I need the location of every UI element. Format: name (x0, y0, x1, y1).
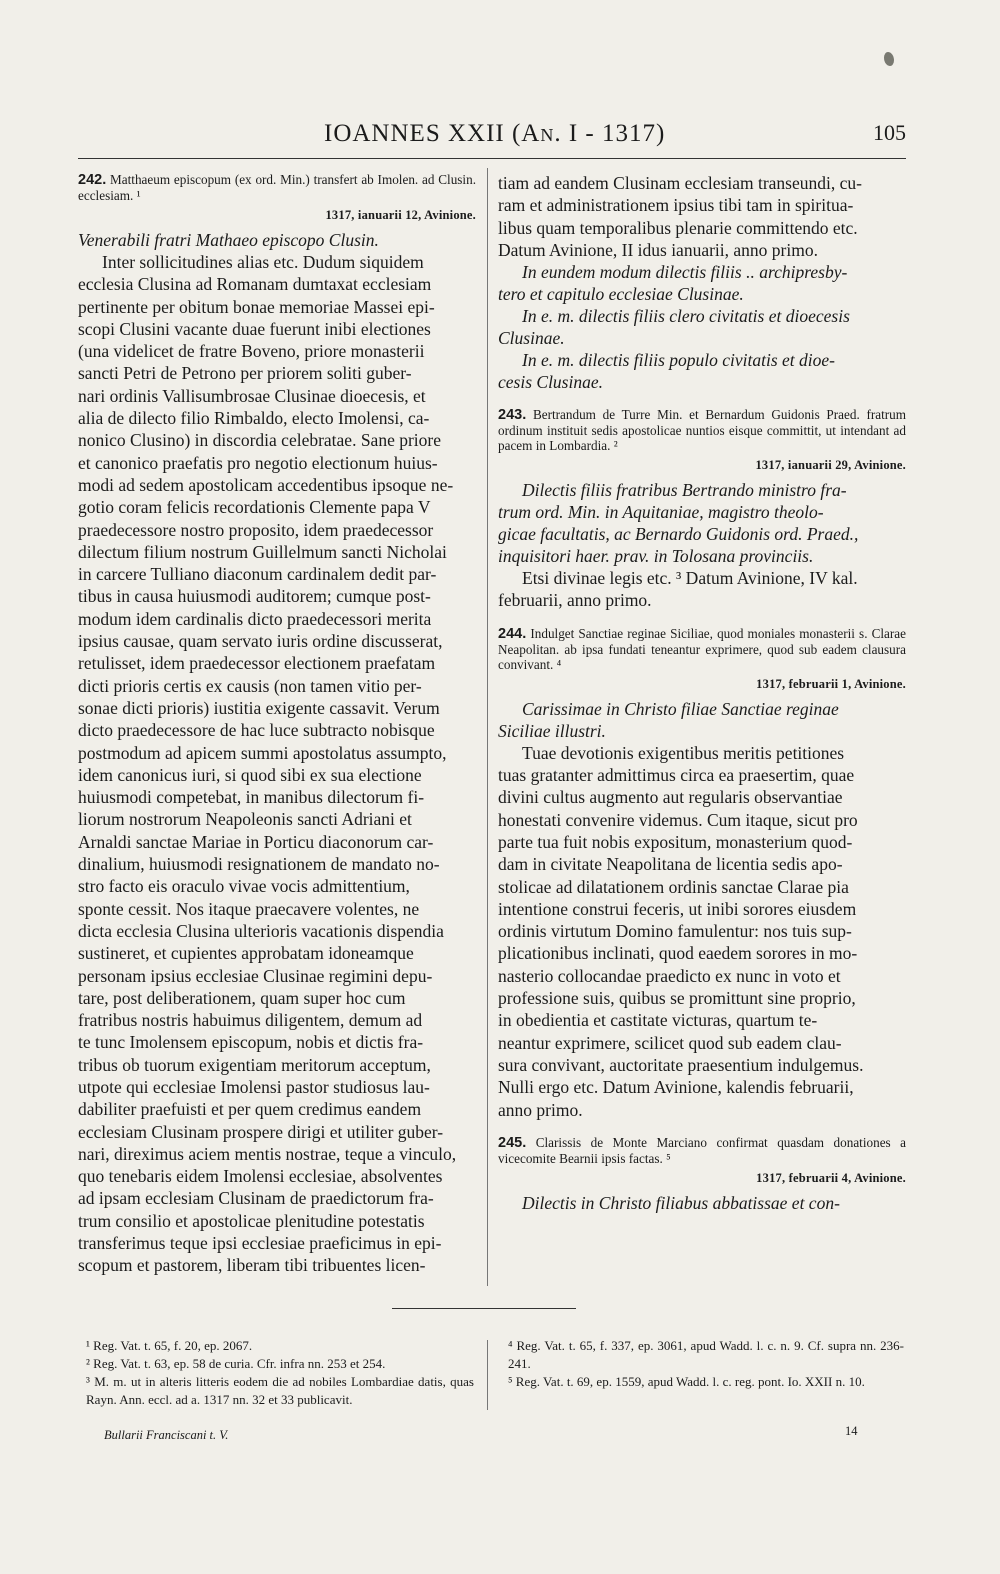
text-line: huiusmodi competebat, in manibus dilectorum fi- (78, 787, 425, 808)
in-e-m-clero-note (498, 305, 906, 349)
address-line: Dilectis in Christo filiabus abbatissae et con- (522, 1192, 840, 1213)
text-line: nari, direximus aciem mentis nostrae, teque a vinculo, (78, 1143, 457, 1164)
entry-244-date: 1317, februarii 1, Avinione. (756, 676, 906, 691)
text-line: anno primo. (498, 1099, 583, 1120)
text-line: et canonico praefatis pro negotio electionum huius- (78, 452, 438, 473)
ink-blot-mark (884, 52, 894, 66)
text-line: transferimus teque ipsi ecclesiae praeficimus in epi- (78, 1233, 442, 1254)
text-line: stro facto eis oraculo vivae vocis admittentium, (78, 876, 410, 897)
text-line: ipsius causae, quam servato iuris ordine discusserat, (78, 631, 443, 652)
spacer (498, 393, 906, 407)
text-line: sponte cessit. Nos itaque praecavere volentes, ne (78, 898, 420, 919)
spacer (498, 612, 906, 626)
address-line: In eundem modum dilectis filiis .. archipresby- (522, 262, 848, 283)
text-line: libus quam temporalibus plenarie committendo etc. (498, 217, 858, 238)
text-line: in obedientia et castitate victuras, quartum te- (498, 1010, 818, 1031)
text-line: trum consilio et apostolicae plenitudine potestatis (78, 1210, 425, 1231)
header-title (324, 120, 665, 148)
text-line: honestati convenire videmus. Cum itaque, sicut pro (498, 809, 858, 830)
text-line: intentione construi feceris, ut inibi sorores eiusdem (498, 898, 857, 919)
text-line: neantur exprimere, scilicet quod sub eadem clau- (498, 1032, 842, 1053)
running-header (78, 118, 906, 158)
address-line: Clusinae. (498, 328, 565, 349)
text-line: scopi Clusini vacante duae fuerunt inibi electiones (78, 318, 431, 339)
address-line: Dilectis filiis fratribus Bertrando ministro fra- (522, 480, 847, 501)
text-line: Arnaldi sanctae Mariae in Porticu diaconorum car- (78, 831, 434, 852)
entry-number: 243. (498, 407, 527, 424)
footnote-1: ¹ Reg. Vat. t. 65, f. 20, ep. 2067. (86, 1338, 253, 1353)
text-line: alia de dilecto filio Rimbaldo, electo Imolensi, ca- (78, 408, 430, 429)
entry-242-date: 1317, ianuarii 12, Avinione. (325, 208, 476, 222)
column-divider (487, 168, 488, 1286)
entry-summary-text: Bertrandum de Turre Min. et Bernardum Guidonis Praed. fratrum ordinum instituit sedis apostolicae nuntios eisque committit, ut intendant ad pacem in Lombardia. ² (498, 407, 906, 454)
footnote-rule (392, 1308, 576, 1309)
text-line: praedecessore nostro proposito, idem praedecessor (78, 519, 434, 540)
text-line: tibus in causa huiusmodi auditorem; cumque post- (78, 586, 431, 607)
footer-signature: Bullarii Franciscani t. V. (104, 1428, 229, 1442)
text-line: Nulli ergo etc. Datum Avinione, kalendis februarii, (498, 1077, 854, 1098)
in-eundem-modum-note (498, 261, 906, 305)
footnote-3: ³ M. m. ut in alteris litteris eodem die ad nobiles Lombardiae datis, quas Rayn. Ann. eccl. ad a. 1317 nn. 32 et 33 publicavit. (86, 1374, 474, 1407)
text-line: postmodum ad apicem summi apostolatus assumpto, (78, 742, 447, 763)
text-line: scopum et pastorem, liberam tibi tribuentes licen- (78, 1255, 426, 1276)
entry-number: 244. (498, 625, 527, 642)
text-line: ecclesiam Clusinam prospere dirigi et utiliter guber- (78, 1121, 444, 1142)
text-line: in carcere Tulliano diaconum cardinalem dedit par- (78, 564, 437, 585)
entry-244-body (498, 742, 906, 1121)
text-line: utpote qui ecclesiae Imolensi pastor studiosus lau- (78, 1076, 430, 1097)
text-line: modum idem cardinalis dicto praedecessori merita (78, 608, 432, 629)
text-line: tuas gratanter admittimus circa ea praesertim, quae (498, 765, 855, 786)
entry-242-continuation (498, 172, 906, 261)
address-line: Carissimae in Christo filiae Sanctiae reginae (522, 698, 839, 719)
text-line: gotio coram felicis recordationis Clemente papa V (78, 497, 431, 518)
text-line: divini cultus augmento aut regularis observantiae (498, 787, 843, 808)
text-line: parte tua fuit nobis expositum, monasterium quod- (498, 831, 853, 852)
text-line: Datum Avinione, II idus ianuarii, anno primo. (498, 239, 818, 260)
entry-245-summary (498, 1135, 906, 1166)
entry-244-summary (498, 626, 906, 672)
text-line: (una videlicet de fratre Boveno, priore monasterii (78, 341, 425, 362)
footnote-4: ⁴ Reg. Vat. t. 65, f. 337, ep. 3061, apud Wadd. l. c. n. 9. Cf. supra nn. 236-241. (508, 1338, 904, 1371)
text-line: personam ipsius ecclesiae Clusinae regimini depu- (78, 965, 433, 986)
text-line: Etsi divinae legis etc. ³ Datum Avinione, IV kal. (522, 568, 858, 589)
text-line: nonico Clusino) in discordia celebratae. Sane priore (78, 430, 442, 451)
text-line: februarii, anno primo. (498, 590, 652, 611)
header-title-main: IOANNES XXII (A (324, 120, 541, 147)
right-column (498, 172, 906, 1214)
spacer (498, 1121, 906, 1135)
text-line: sonae dicti prioris) iustitia exigente cassavit. Verum (78, 697, 440, 718)
text-line: plicationibus inclinati, quod eaedem sorores in mo- (498, 943, 858, 964)
text-line: dicti prioris certis ex causis (non tamen vitio per- (78, 675, 422, 696)
footnote-5: ⁵ Reg. Vat. t. 69, ep. 1559, apud Wadd. l. c. reg. pont. Io. XXII n. 10. (508, 1374, 865, 1389)
text-line: tiam ad eandem Clusinam ecclesiam transeundi, cu- (498, 173, 862, 193)
entry-number: 242. (78, 172, 107, 188)
entry-244-address (498, 698, 906, 742)
address-line: cesis Clusinae. (498, 372, 603, 393)
text-line: pertinente per obitum bonae memoriae Massei epi- (78, 296, 435, 317)
entry-number: 245. (498, 1134, 527, 1151)
entry-summary-text: Indulget Sanctiae reginae Siciliae, quod moniales monasterii s. Clarae Neapolitan. ab ipsa fundati teneantur exprimere, quod sub eadem clausura convivant. ⁴ (498, 625, 907, 672)
text-line: sustineret, et cupientes approbatam idoneamque (78, 943, 414, 964)
footer-sheet-number: 14 (845, 1424, 858, 1438)
entry-summary-text: Clarissis de Monte Marciano confirmat quasdam donationes a vicecomite Bearnii ipsis factas. ⁵ (498, 1134, 907, 1166)
address-line: In e. m. dilectis filiis clero civitatis et dioecesis (522, 306, 850, 327)
text-line: sura convivant, auctoritate praesentium indulgemus. (498, 1054, 864, 1075)
text-line: liorum nostrorum Neapoleonis sancti Adriani et (78, 809, 412, 830)
entry-242-body (78, 251, 476, 1277)
text-line: nari ordinis Vallisumbrosae Clusinae dioecesis, et (78, 385, 426, 406)
text-line: ad ipsam ecclesiam Clusinam de praedictorum fra- (78, 1188, 434, 1209)
text-line: sancti Petri de Petrono per priorem soliti guber- (78, 363, 412, 384)
in-e-m-populo-note (498, 349, 906, 393)
footnote-2: ² Reg. Vat. t. 63, ep. 58 de curia. Cfr. infra nn. 253 et 254. (86, 1356, 386, 1371)
address-line: inquisitori haer. prav. in Tolosana provinciis. (498, 546, 814, 567)
text-line: modi ad sedem apostolicam accedentibus ipsoque ne- (78, 474, 454, 495)
text-line: dinalium, huiusmodi resignationem de mandato no- (78, 854, 440, 875)
text-line: ordinis virtutum Domino famulentur: nos tuis sup- (498, 921, 852, 942)
footnote-divider (487, 1340, 488, 1410)
header-rule (78, 158, 906, 159)
text-line: dilectum filium nostrum Guillelmum sancti Nicholai (78, 541, 447, 562)
text-line: ram et administrationem ipsius tibi tam in spiritua- (498, 195, 854, 216)
text-line: te tunc Imolensem episcopum, nobis et dictis fra- (78, 1032, 424, 1053)
text-line: dicto praedecessore de hac luce subtracto nobisque (78, 720, 435, 741)
text-line: Tuae devotionis exigentibus meritis petitiones (522, 742, 845, 763)
footnotes-right (508, 1337, 904, 1391)
address-line: In e. m. dilectis filiis populo civitatis et dioe- (522, 350, 836, 371)
entry-243-summary (498, 407, 906, 453)
text-line: fratribus nostris habuimus diligentem, demum ad (78, 1010, 423, 1031)
entry-242-address: Venerabili fratri Mathaeo episcopo Clusin. (78, 230, 379, 250)
text-line: dam in civitate Neapolitana de licentia sedis apo- (498, 854, 843, 875)
entry-243-date: 1317, ianuarii 29, Avinione. (755, 458, 906, 473)
address-line: tero et capitulo ecclesiae Clusinae. (498, 284, 744, 305)
entry-245-date: 1317, februarii 4, Avinione. (756, 1170, 906, 1185)
address-line: trum ord. Min. in Aquitaniae, magistro theolo- (498, 502, 824, 523)
text-line: professione suis, quibus se promittunt sine proprio, (498, 988, 856, 1009)
address-line: Siciliae illustri. (498, 720, 606, 741)
address-line: gicae facultatis, ac Bernardo Guidonis ord. Praed., (498, 524, 859, 545)
text-line: tribus ob tuorum exigentiam meritorum acceptum, (78, 1054, 431, 1075)
text-line: dabiliter praefuisti et per quem credimus eandem (78, 1099, 422, 1120)
text-line: ecclesia Clusina ad Romanam dumtaxat ecclesiam (78, 274, 432, 295)
entry-summary-text: Matthaeum episcopum (ex ord. Min.) transfert ab Imolen. ad Clusin. ecclesiam. ¹ (78, 172, 476, 203)
header-title-end: . I - 1317) (554, 120, 666, 147)
text-line: tare, post deliberationem, quam super hoc cum (78, 987, 406, 1008)
entry-243-address (498, 479, 906, 567)
text-line: stolicae ad dilatationem ordinis sanctae Clarae pia (498, 876, 849, 897)
text-line: retulisset, idem praedecessor electionem praefatam (78, 653, 436, 674)
entry-245-address (498, 1192, 906, 1214)
text-line: idem canonicus iuri, si quod sibi ex sua electione (78, 764, 422, 785)
entry-243-body (498, 567, 906, 612)
text-line: dicta ecclesia Clusina ulterioris vacationis dispendia (78, 920, 444, 941)
entry-242-summary (78, 172, 476, 203)
header-title-smallcaps: N (540, 125, 555, 145)
text-line: Inter sollicitudines alias etc. Dudum siquidem (102, 252, 424, 272)
left-column (78, 172, 476, 1277)
footnotes-left (86, 1337, 474, 1409)
text-line: quo tenebaris eidem Imolensi ecclesiae, absolventes (78, 1166, 443, 1187)
text-line: nasterio collocandae praedicto ex nunc in voto et (498, 965, 841, 986)
page-number: 105 (873, 120, 906, 145)
